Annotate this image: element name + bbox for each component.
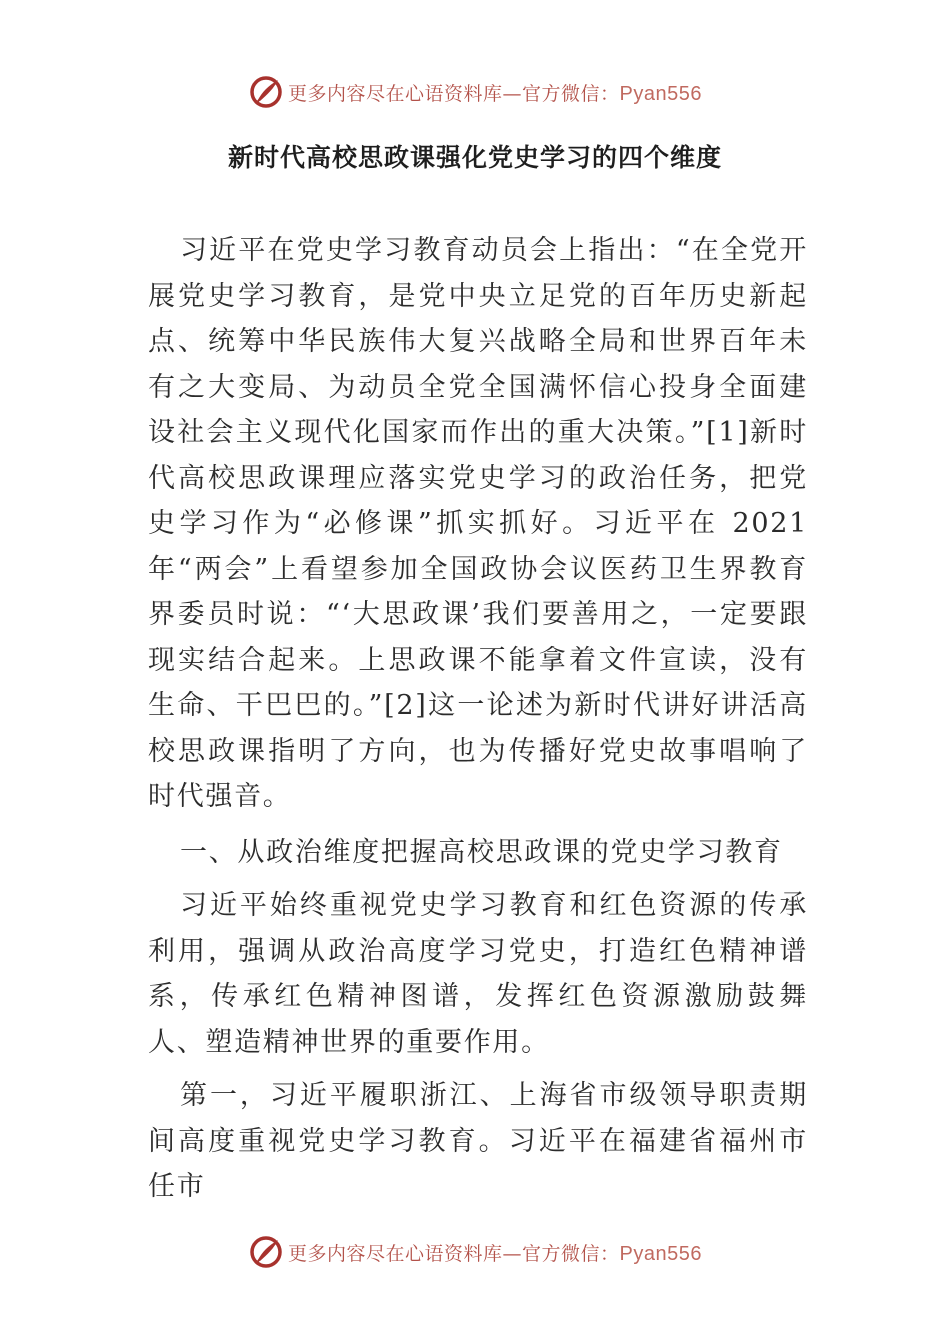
section-heading-1: 一、从政治维度把握高校思政课的党史学习教育: [180, 836, 783, 868]
watermark-text: 更多内容尽在心语资料库—官方微信：Pyan556: [288, 82, 702, 105]
wechat-handle: Pyan556: [619, 82, 702, 105]
paragraph-section-1: 习近平始终重视党史学习教育和红色资源的传承利用，强调从政治高度学习党史，打造红色精神谱系，传承红色精神图谱，发挥红色资源激励鼓舞人、塑造精神世界的重要作用。: [148, 890, 808, 1058]
quill-pen-logo-icon: [248, 1234, 284, 1270]
header-watermark: [0, 72, 950, 112]
document-title: 新时代高校思政课强化党史学习的四个维度: [227, 143, 722, 172]
footer-watermark: [0, 1232, 950, 1272]
wechat-handle: Pyan556: [619, 1242, 702, 1265]
watermark-text: 更多内容尽在心语资料库—官方微信：Pyan556: [288, 1242, 702, 1265]
paragraph-point-1: 第一，习近平履职浙江、上海省市级领导职责期间高度重视党史学习教育。习近平在福建省福州市任市: [148, 1080, 808, 1202]
paragraph-intro: 习近平在党史学习教育动员会上指出：“在全党开展党史学习教育，是党中央立足党的百年历史新起点、统筹中华民族伟大复兴战略全局和世界百年未有之大变局、为动员全党全国满怀信心投身全面建设社会主义现代化国家而作出的重大决策。”[1]新时代高校思政课理应落实党史学习的政治任务，把党史学习作为“必修课”抓实抓好。习近平在 2021 年“两会”上看望参加全国政协会议医药卫生界教育界委员时说：“‘大思政课’我们要善用之，一定要跟现实结合起来。上思政课不能拿着文件宣读，没有生命、干巴巴的。”[2]这一论述为新时代讲好讲活高校思政课指明了方向，也为传播好党史故事唱响了时代强音。: [148, 235, 808, 812]
document-body: [148, 228, 808, 1210]
quill-pen-logo-icon: [248, 74, 284, 110]
